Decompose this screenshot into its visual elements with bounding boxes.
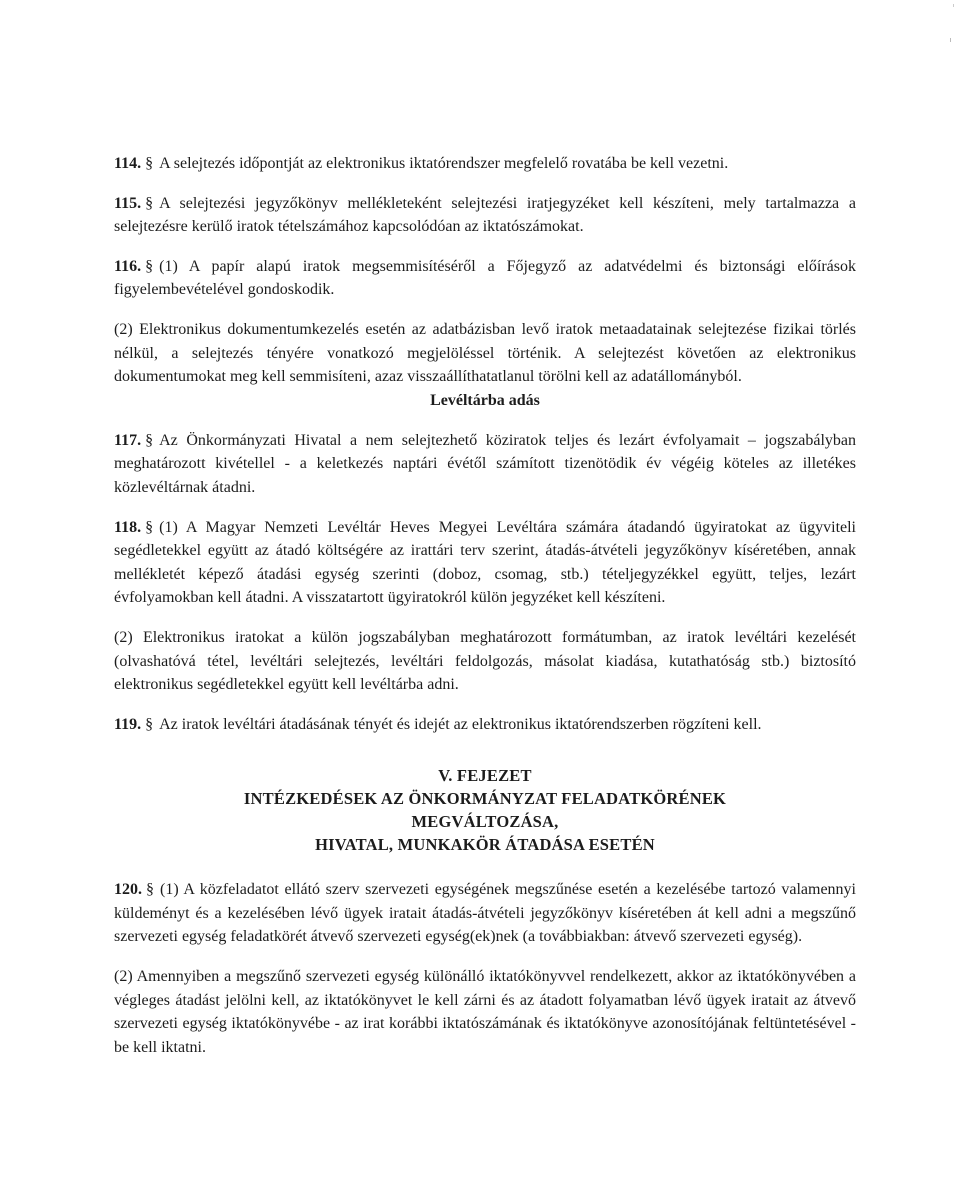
chapter-title-line: INTÉZKEDÉSEK AZ ÖNKORMÁNYZAT FELADATKÖRÉNEK	[243, 789, 727, 809]
section-sign: §	[145, 518, 154, 536]
paragraph-number: 119.	[114, 715, 142, 733]
paragraph-114	[114, 152, 856, 176]
paragraph-116	[114, 255, 856, 302]
scan-speck	[953, 4, 954, 7]
paragraph-text: (1) A Magyar Nemzeti Levéltár Heves Megyei Levéltára számára átadandó ügyiratokat az ügyviteli segédletekkel együtt az átadó költségére az irattári terv szerint, átadás-átvételi jegyzőkönyv kíséretében, annak mellékletét képező átadási egység szerinti (doboz, csomag, stb.) tételjegyzékkel együtt, teljes, lezárt évfolyamokban kell átadni. A visszatartott ügyiratokról külön jegyzéket kell készíteni.	[114, 518, 856, 607]
scan-speck	[950, 38, 951, 42]
paragraph-text: Az iratok levéltári átadásának tényét és idejét az elektronikus iktatórendszerben rögzíteni kell.	[159, 715, 762, 733]
chapter-number: V. FEJEZET	[438, 766, 532, 786]
paragraph-number: 115.	[114, 194, 142, 212]
paragraph-text: (1) A papír alapú iratok megsemmisítéséről a Főjegyző az adatvédelmi és biztonsági előírások figyelembevételével gondoskodik.	[114, 257, 856, 299]
paragraph-number: 120.	[114, 881, 142, 899]
document-page	[114, 152, 856, 1059]
paragraph-number: 116.	[114, 257, 142, 275]
section-sign: §	[146, 881, 154, 899]
paragraph-number: 117.	[114, 431, 142, 449]
paragraph-text: (1) A közfeladatot ellátó szerv szervezeti egységének megszűnése esetén a kezelésébe tartozó valamennyi küldeményt és a kezelésében lévő ügyek iratait átadás-átvételi jegyzőkönyv kíséretében át kell adni a megszűnő szervezeti egység feladatkörét átvevő szervezeti egység(ek)nek (a továbbiakban: átvevő szervezeti egység).	[114, 881, 856, 946]
paragraph-117	[114, 429, 856, 500]
chapter-title-line: MEGVÁLTOZÁSA,	[411, 812, 559, 832]
section-sign: §	[145, 194, 154, 212]
paragraph-number: 114.	[114, 155, 142, 172]
paragraph-118-2: (2) Elektronikus iratokat a külön jogszabályban meghatározott formátumban, az iratok levéltári kezelését (olvashatóvá tétel, levéltári selejtezés, levéltári feldolgozás, másolat kiadása, kutathatóság stb.) biztosító elektronikus segédletekkel együtt kell levéltárba adni.	[114, 628, 856, 694]
section-sign: §	[145, 155, 154, 172]
chapter-heading	[114, 764, 856, 856]
section-sign: §	[145, 257, 154, 275]
paragraph-118	[114, 516, 856, 610]
paragraph-116-2: (2) Elektronikus dokumentumkezelés esetén az adatbázisban levő iratok metaadatainak selejtezése fizikai törlés nélkül, a selejtezés tényére vonatkozó megjelöléssel történik. A selejtezést követően az elektronikus dokumentumokat meg kell semmisíteni, azaz visszaállíthatatlanul törölni kell az adatállományból.	[114, 320, 856, 386]
paragraph-text: A selejtezés időpontját az elektronikus iktatórendszer megfelelő rovatába be kell vezetni.	[159, 155, 729, 172]
paragraph-120-2: (2) Amennyiben a megszűnő szervezeti egység különálló iktatókönyvvel rendelkezett, akkor az iktatókönyvében a végleges átadást jelölni kell, az iktatókönyvet le kell zárni és az átadott folyamatban lévő ügyek iratait az átvevő szervezeti egység iktatókönyvébe - az irat korábbi iktatószámának és iktatókönyve azonosítójának feltüntetésével - be kell iktatni.	[114, 968, 856, 1056]
paragraph-115	[114, 192, 856, 239]
paragraph-text: A selejtezési jegyzőkönyv mellékleteként selejtezési iratjegyzéket kell készíteni, mely tartalmazza a selejtezésre kerülő iratok tételszámához kapcsolódóan az iktatószámokat.	[114, 194, 856, 236]
paragraph-120	[114, 878, 856, 949]
paragraph-119	[114, 713, 856, 737]
paragraph-number: 118.	[114, 518, 142, 536]
subheading: Levéltárba adás	[430, 391, 540, 409]
section-sign: §	[145, 431, 154, 449]
chapter-title-line: HIVATAL, MUNKAKÖR ÁTADÁSA ESETÉN	[315, 835, 655, 855]
section-sign: §	[145, 715, 154, 733]
paragraph-text: Az Önkormányzati Hivatal a nem selejtezhető köziratok teljes és lezárt évfolyamait – jogszabályban meghatározott kivétellel - a keletkezés naptári évétől számított tizenötödik év végéig köteles az illetékes közlevéltárnak átadni.	[114, 431, 856, 496]
